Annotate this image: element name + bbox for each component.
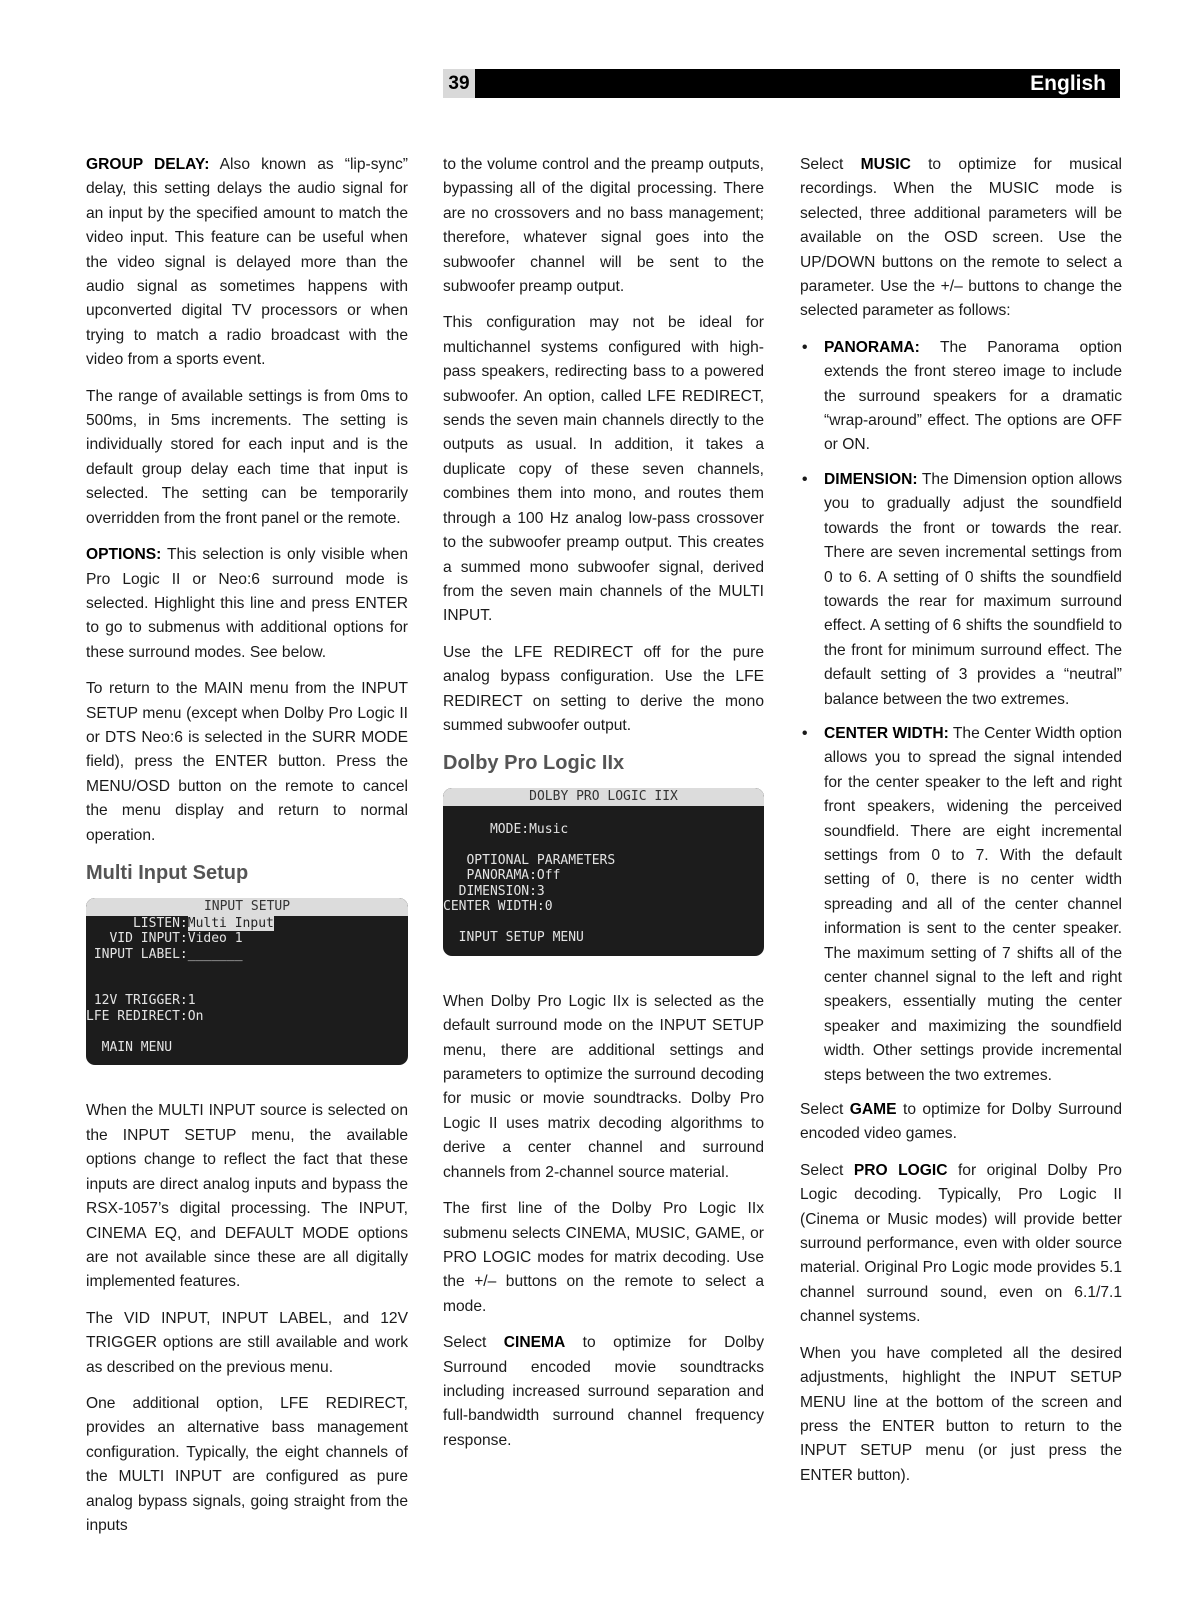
paragraph-first-line: The first line of the Dolby Pro Logic IIx submenu selects CINEMA, MUSIC, GAME, or PRO LOGIC modes for matrix decoding. Use the +/– buttons on the remote to select a mode. bbox=[443, 1200, 764, 1315]
term-panorama: PANORAMA: bbox=[824, 338, 920, 356]
osd-line: DIMENSION:3 bbox=[443, 883, 545, 899]
osd-line: INPUT SETUP MENU bbox=[443, 930, 584, 946]
term-options: OPTIONS: bbox=[86, 546, 162, 564]
language-label: English bbox=[1030, 72, 1106, 95]
text: to optimize for Dolby Surround encoded movie soundtracks including increased surround separation and full-bandwidth surround channel frequency response. bbox=[443, 1334, 764, 1449]
column-2 bbox=[443, 153, 764, 1465]
paragraph-pro-logic bbox=[800, 1159, 1122, 1330]
text: Select bbox=[800, 1161, 854, 1179]
music-parameter-list bbox=[800, 336, 1122, 1088]
term-game: GAME bbox=[849, 1101, 897, 1119]
page-number: 39 bbox=[443, 69, 475, 98]
osd-line: 12V TRIGGER:1 bbox=[86, 993, 196, 1009]
osd-spacer bbox=[86, 978, 408, 994]
column-1 bbox=[86, 153, 408, 1550]
term-center-width: CENTER WIDTH: bbox=[824, 724, 949, 742]
osd-line-listen bbox=[86, 916, 408, 932]
text: Also known as “lip-sync” delay, this setting delays the audio signal for an input by the specified amount to match the video input. This feature can be useful when the video signal is delayed more than the audio signal as sometimes happens with upconverted digital TV processors or when trying to match a radio broadcast with the video from a sports event. bbox=[86, 156, 409, 369]
section-heading-multi-input: Multi Input Setup bbox=[86, 861, 249, 884]
term-cinema: CINEMA bbox=[503, 1334, 566, 1352]
paragraph-music bbox=[800, 153, 1122, 324]
text: Select bbox=[443, 1334, 504, 1352]
text: Select bbox=[800, 156, 861, 173]
text: The Center Width option allows you to spread the signal intended for the center speaker to the left and right front speakers, widening the perceived soundfield. There are eight incremental settings from 0 to 7. With the default setting of 0, there is no center width spreading and all of the center channel information is sent to the center speaker. The maximum setting of 7 shifts all of the center channel signal to the left and right speakers, essentially muting the center speaker and maximizing the soundfield width. Other settings provide incremental steps between the two extremes. bbox=[824, 724, 1122, 1084]
paragraph-options bbox=[86, 543, 408, 665]
osd-screen-dolby bbox=[443, 788, 764, 956]
paragraph-dolby-default: When Dolby Pro Logic IIx is selected as the default surround mode on the INPUT SETUP menu, there are additional settings and parameters to optimize the surround decoding for music or movie soundtracks. Dolby Pro Logic II uses matrix decoding algorithms to derive a center channel and surround channels from 2-channel source material. bbox=[443, 992, 764, 1181]
text: Select bbox=[800, 1101, 850, 1119]
osd-line: MAIN MENU bbox=[86, 1039, 173, 1055]
osd-spacer bbox=[443, 837, 764, 853]
osd-line: OPTIONAL PARAMETERS bbox=[443, 852, 616, 868]
osd-spacer bbox=[86, 962, 408, 978]
list-item-dimension bbox=[800, 468, 1122, 712]
paragraph-multi-input: When the MULTI INPUT source is selected on the INPUT SETUP menu, the available options change to reflect the fact that these inputs are direct analog inputs and bypass the RSX-1057’s digital processing. The INPUT, CINEMA EQ, and DEFAULT MODE options are not available since these are all digitally implemented features. bbox=[86, 1102, 408, 1291]
osd-spacer bbox=[86, 1024, 408, 1040]
paragraph-range: The range of available settings is from 0ms to 500ms, in 5ms increments. The setting is individually stored for each input and is the default group delay each time that input is selected. The setting can be temporarily overridden from the front panel or the remote. bbox=[86, 387, 408, 527]
term-group-delay: GROUP DELAY: bbox=[86, 156, 210, 173]
term-pro-logic: PRO LOGIC bbox=[853, 1161, 948, 1179]
osd-spacer bbox=[443, 915, 764, 931]
text: to optimize for Dolby Surround encoded video games. bbox=[800, 1101, 1122, 1143]
osd-line: MODE:Music bbox=[443, 821, 569, 837]
section-heading-dolby: Dolby Pro Logic IIx bbox=[443, 752, 625, 775]
osd-screen-input-setup bbox=[86, 898, 408, 1066]
page-header bbox=[443, 69, 1120, 98]
paragraph-completed: When you have completed all the desired adjustments, highlight the INPUT SETUP MENU line at the bottom of the screen and press the ENTER button to return to the INPUT SETUP menu (or just press the ENTER button). bbox=[800, 1344, 1122, 1484]
osd-listen-value: Multi Input bbox=[187, 915, 274, 931]
term-music: MUSIC bbox=[860, 156, 911, 173]
text: The Panorama option extends the front stereo image to include the surround speakers for a dramatic “wrap-around” effect. The options are OFF or ON. bbox=[824, 338, 1122, 454]
paragraph-lfe-redirect: One additional option, LFE REDIRECT, provides an alternative bass management configuration. Typically, the eight channels of the MULTI INPUT are configured as pure analog bypass signals, going straight from the inputs bbox=[86, 1394, 408, 1534]
osd-line: VID INPUT:Video 1 bbox=[86, 931, 243, 947]
osd-title: DOLBY PRO LOGIC IIX bbox=[443, 788, 764, 806]
osd-spacer bbox=[443, 806, 764, 822]
paragraph-configuration: This configuration may not be ideal for multichannel systems configured with high-pass speakers, redirecting bass to a powered subwoofer. An option, called LFE REDIRECT, sends the seven main channels directly to the outputs as usual. In addition, it takes a duplicate copy of these seven channels, combines them into mono, and routes them through a 100 Hz analog low-pass crossover to the subwoofer preamp output. This creates a summed mono subwoofer signal, derived from the seven main channels of the MULTI INPUT. bbox=[443, 314, 764, 625]
text: for original Dolby Pro Logic decoding. Typically, Pro Logic II (Cinema or Music modes) will provide better surround performance, even with older source material. Original Pro Logic mode provides 5.1 channel surround sound, even on 6.1/7.1 channel systems. bbox=[800, 1161, 1122, 1326]
osd-line: INPUT LABEL:_______ bbox=[86, 946, 243, 962]
paragraph-cinema bbox=[443, 1331, 764, 1453]
paragraph-lfe-usage: Use the LFE REDIRECT off for the pure analog bypass configuration. Use the LFE REDIRECT on setting to derive the mono summed subwoofer output. bbox=[443, 643, 764, 734]
osd-listen-label: LISTEN: bbox=[86, 915, 188, 931]
osd-line: PANORAMA:Off bbox=[443, 868, 561, 884]
osd-line: CENTER WIDTH:0 bbox=[443, 899, 553, 915]
osd-line: LFE REDIRECT:On bbox=[86, 1008, 204, 1024]
text: The Dimension option allows you to gradually adjust the soundfield towards the front or towards the rear. There are seven incremental settings from 0 to 6. A setting of 0 shifts the soundfield towards the rear for maximum surround effect. A setting of 6 shifts the soundfield to the front for minimum surround effect. The default setting of 3 provides a “neutral” balance between the two extremes. bbox=[824, 470, 1122, 708]
text: This selection is only visible when Pro Logic II or Neo:6 surround mode is selected. Highlight this line and press ENTER to go to submenus with additional options for these surround modes. See below. bbox=[86, 546, 408, 661]
paragraph-volume-control: to the volume control and the preamp outputs, bypassing all of the digital processing. There are no crossovers and no bass management; therefore, whatever signal goes into the subwoofer channel will be sent to the subwoofer preamp output. bbox=[443, 156, 764, 296]
text: to optimize for musical recordings. When the MUSIC mode is selected, three additional parameters will be available on the OSD screen. Use the UP/DOWN buttons on the remote to select a parameter. Use the +/– buttons to change the selected parameter as follows: bbox=[800, 156, 1122, 320]
term-dimension: DIMENSION: bbox=[824, 470, 918, 488]
paragraph-return-main: To return to the MAIN menu from the INPUT SETUP menu (except when Dolby Pro Logic II or DTS Neo:6 is selected in the SURR MODE field), press the ENTER button. Press the MENU/OSD button on the remote to cancel the menu display and return to normal operation. bbox=[86, 680, 408, 844]
list-item-center-width bbox=[800, 722, 1122, 1088]
list-item-panorama bbox=[800, 336, 1122, 458]
osd-title: INPUT SETUP bbox=[86, 898, 408, 916]
paragraph-vid-input: The VID INPUT, INPUT LABEL, and 12V TRIGGER options are still available and work as described on the previous menu. bbox=[86, 1309, 408, 1376]
column-3 bbox=[800, 153, 1122, 1500]
paragraph-game bbox=[800, 1098, 1122, 1147]
paragraph-group-delay bbox=[86, 153, 408, 373]
